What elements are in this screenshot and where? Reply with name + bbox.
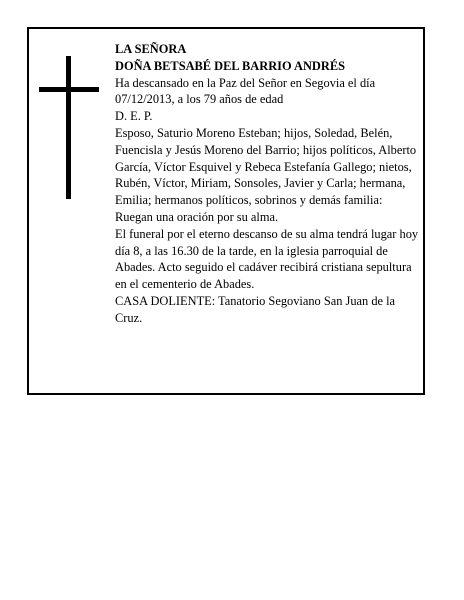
- prayer-request: Ruegan una oración por su alma.: [115, 209, 279, 224]
- notice-title-line1: LA SEÑORA: [115, 42, 187, 56]
- notice-text: [115, 41, 421, 327]
- death-statement: Ha descansado en la Paz del Señor en Segovia el día 07/12/2013, a los 79 años de edad: [115, 75, 376, 107]
- cross-horizontal-bar: [39, 87, 99, 92]
- obituary-notice: [27, 27, 425, 395]
- rip-abbreviation: D. E. P.: [115, 109, 153, 124]
- cross-vertical-bar: [66, 56, 71, 199]
- funeral-info: El funeral por el eterno descanso de su alma tendrá lugar hoy día 8, a las 16.30 de la tarde, en la iglesia parroquial de Abades. Acto seguido el cadáver recibirá cristiana sepultura en el cementerio de Abades.: [115, 226, 419, 292]
- funeral-home: CASA DOLIENTE: Tanatorio Segoviano San Juan de la Cruz.: [115, 293, 396, 325]
- family-list: Esposo, Saturio Moreno Esteban; hijos, Soledad, Belén, Fuencisla y Jesús Moreno del Barrio; hijos políticos, Alberto García, Víctor Esquivel y Rebeca Estefanía Gallego; nietos, Rubén, Víctor, Miriam, Sonsoles, Javier y Carla; hermana, Emilia; hermanos políticos, sobrinos y demás familia:: [115, 125, 417, 208]
- cross-icon: [39, 56, 99, 199]
- notice-title-line2: DOÑA BETSABÉ DEL BARRIO ANDRÉS: [115, 58, 345, 73]
